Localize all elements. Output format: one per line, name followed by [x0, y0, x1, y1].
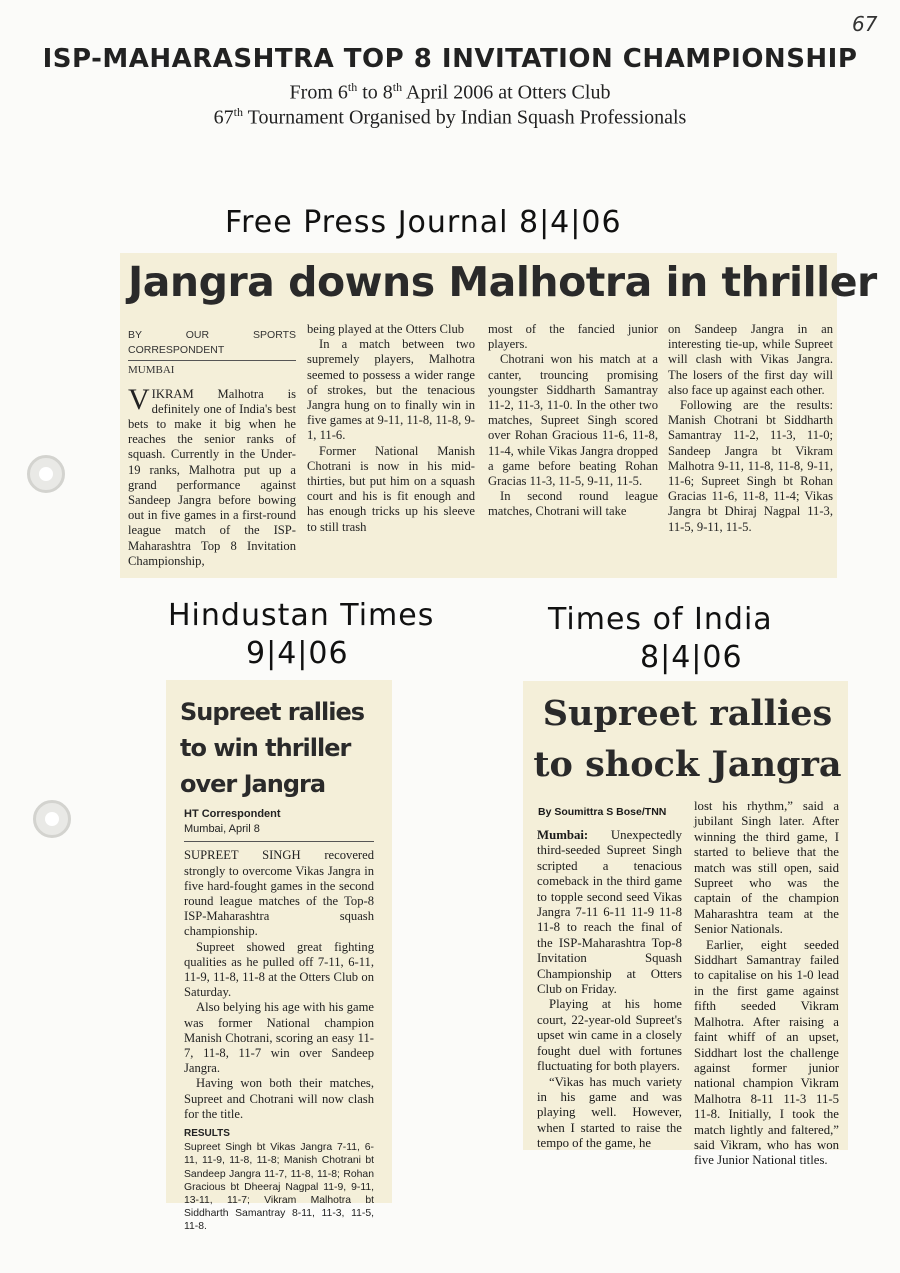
tournament-text: Tournament Organised by Indian Squash Professionals [242, 106, 687, 129]
dates-sup1: th [347, 80, 358, 94]
clip3-col1-p2: Playing at his home court, 22-year-old Supreet's upset win came in a closely fought duel with fortunes fluctuating for both players. [537, 997, 682, 1074]
clip2-body [184, 807, 374, 1234]
tournament-number: 67 [213, 106, 234, 129]
clip3-col2-p2: Earlier, eight seeded Siddhart Samantray failed to capitalise on his 1-0 lead in the first game against fifth seeded Vikram Malhotra. After raising a faint whiff of an upset, Siddhart lost the challenge against former junior national champion Vikram Malhotra 8-11 11-3 11-5 11-8. Initially, I took the match lightly and faltered,” said Vikram, who has won five Junior National titles. [694, 937, 839, 1168]
clip1-column-1 [128, 328, 296, 569]
handwritten-source-date: 9|4|06 [246, 636, 349, 671]
page-title: ISP-MAHARASHTRA TOP 8 INVITATION CHAMPIONSHIP [42, 44, 858, 74]
clip1-col3-p2: Chotrani won his match at a canter, trouncing promising youngster Siddharth Samantray 11-2, 11-3, 11-0. In the other two matches, Supreet Singh scored over Rohan Gracious 11-6, 11-8, 11-4, while Vikas Jangra dropped a game before beating Rohan Gracias 11-3, 11-5, 9-11, 11-5. [488, 352, 658, 489]
clip1-col3-p1: most of the fancied junior players. [488, 322, 658, 352]
punch-hole [27, 455, 65, 493]
clip1-byline: BY OUR SPORTS CORRESPONDENT [128, 328, 296, 361]
clip1-column-2 [307, 322, 475, 535]
clip3-headline [530, 688, 845, 790]
dates-sup2: th [392, 80, 403, 94]
clip1-col2-p2: In a match between two supremely players, Malhotra seemed to possess a wider range of strokes, but the tenacious Jangra hung on to finally win in five games at 9-11, 11-8, 11-8, 9-1, 11-6. [307, 337, 475, 443]
dates-pre: From 6 [289, 81, 348, 104]
clip2-dateline: Mumbai, April 8 [184, 823, 260, 836]
clip2-p2: Supreet showed great fighting qualities as he pulled off 7-11, 6-11, 11-9, 11-8, 11-8 at the Otters Club on Saturday. [184, 939, 374, 1000]
clip1-col4-p1: on Sandeep Jangra in an interesting tie-up, while Supreet will clash with Vikas Jangra. The losers of the first day will also face up against each other. [668, 322, 833, 397]
clip1-column-4 [668, 322, 833, 535]
clip3-lead: Mumbai: [537, 828, 589, 842]
clip3-byline: By Soumittra S Bose/TNN [538, 806, 667, 818]
clip1-col2-p1: being played at the Otters Club [307, 322, 465, 336]
clip2-correspondent: HT Correspondent [184, 808, 281, 820]
tournament-line [0, 105, 900, 130]
clip3-col1-p3: “Vikas has much variety in his game and was playing well. However, when I started to raise the tempo of the game, he [537, 1074, 682, 1151]
tournament-sup: th [233, 105, 243, 119]
clip3-col2-p1: lost his rhythm,” said a jubilant Singh later. After winning the third game, I started to believe that the match was still open, said Supreet who was the captain of the champion Maharashtra team at the Senior Nationals. [694, 799, 839, 937]
clip3-column-2 [694, 799, 839, 1169]
page-number: 67 [852, 12, 878, 36]
clip3-col1-p1: Unexpectedly third-seeded Supreet Singh scripted a tenacious comeback in the third game to topple second seed Vikas Jangra 7-11 6-11 11-9 11-8 11-8 to reach the final of the ISP-Maharashtra Top-8 Invitation Squash Championship at Otters Club on Friday. [537, 828, 682, 997]
event-dates [0, 80, 900, 105]
handwritten-source-name: Times of India [548, 602, 773, 637]
clip2-results-heading: RESULTS [184, 1128, 230, 1140]
clip3-column-1 [537, 828, 682, 1152]
clip1-headline: Jangra downs Malhotra in thriller [128, 258, 877, 306]
clip1-col2-p3: Former National Manish Chotrani is now in his mid-thirties, but put him on a squash court and his is fit enough and has enough tricks up his sleeve to still trash [307, 443, 475, 534]
dates-mid: to 8 [357, 81, 393, 104]
clip1-col4-p2: Following are the results: Manish Chotrani bt Siddharth Samantray 11-2, 11-3, 11-0; Sandeep Jangra bt Vikram Malhotra 9-11, 11-8, 11-8, 9-11, 11-6; Supreet Singh bt Rohan Gracias 11-6, 11-8, 11-4; Vikas Jangra bt Dhiraj Nagpal 11-3, 11-5, 9-11, 11-5. [668, 398, 833, 534]
clip2-p4: Having won both their matches, Supreet and Chotrani will now clash for the title. [184, 1076, 374, 1121]
clip1-col1-text: IKRAM Malhotra is definitely one of India's best bets to make it big when he reaches the senior ranks of squash. Currently in the Under-19 ranks, Malhotra put up a grand performance against Sandeep Jangra before bowing out in five games in a first-round league match of the ISP-Maharashtra Top 8 Invitation Championship, [128, 386, 296, 568]
punch-hole [33, 800, 71, 838]
clip2-results: Supreet Singh bt Vikas Jangra 7-11, 6-11, 11-9, 11-8, 11-8; Manish Chotrani bt Sandeep Jangra 11-7, 11-8, 11-8; Rohan Gracious bt Dheeraj Nagpal 11-9, 9-11, 13-11, 11-7; Vikram Malhotra bt Siddharth Samantray 8-11, 11-3, 11-5, 11-8. [184, 1142, 374, 1233]
clip2-p1: SUPREET SINGH recovered strongly to overcome Vikas Jangra in five hard-fought games in the second round league matches of the Top-8 ISP-Maharashtra squash championship. [184, 848, 374, 939]
handwritten-source-date: 8|4|06 [640, 640, 743, 675]
handwritten-source-name: Hindustan Times [168, 598, 435, 633]
clip1-col3-p3: In second round league matches, Chotrani will take [488, 489, 658, 519]
clip1-column-3 [488, 322, 658, 520]
clip2-headline: Supreet rallies to win thriller over Jangra [180, 698, 365, 798]
clip3-headline-line2: to shock Jangra [533, 744, 842, 785]
clip3-headline-line1: Supreet rallies [542, 693, 833, 734]
dates-post: April 2006 at Otters Club [402, 81, 611, 104]
handwritten-source-note: Free Press Journal 8|4|06 [225, 205, 622, 240]
clip1-place: MUMBAI [128, 364, 175, 377]
dropcap: V [128, 382, 150, 416]
divider [184, 841, 374, 842]
clip2-p3: Also belying his age with his game was former National champion Manish Chotrani, scoring an easy 11-7, 11-8, 11-7 win over Sandeep Jangra. [184, 1000, 374, 1076]
